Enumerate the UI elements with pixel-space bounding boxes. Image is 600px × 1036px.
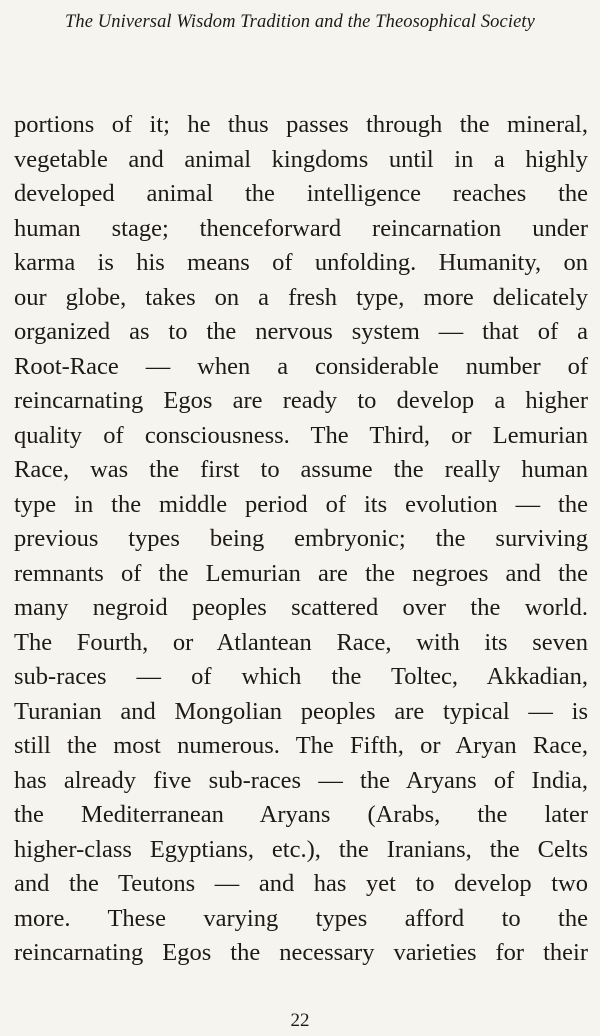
text-line: more. These varying types afford to the [14,904,588,932]
text-line: previous types being embryonic; the surviving [14,525,588,552]
text-line: human stage; thenceforward reincarnation under [14,214,588,242]
text-line: reincarnating Egos are ready to develop a higher [14,387,588,414]
body-text [14,108,588,971]
text-line: portions of it; he thus passes through the mineral, [14,111,588,138]
text-line: Race, was the first to assume the really human [14,456,588,483]
text-line: and the Teutons — and has yet to develop two [14,870,588,897]
text-line: still the most numerous. The Fifth, or Aryan Race, [14,732,588,759]
text-line: sub-races — of which the Toltec, Akkadian, [14,663,588,690]
text-line: the Mediterranean Aryans (Arabs, the later [14,801,588,828]
text-line: quality of consciousness. The Third, or Lemurian [14,421,588,449]
text-line: The Fourth, or Atlantean Race, with its seven [14,628,588,656]
text-line: has already five sub-races — the Aryans of India, [14,766,588,794]
text-line: karma is his means of unfolding. Humanity, on [14,249,588,276]
text-line: type in the middle period of its evolution — the [14,490,588,518]
text-line: Turanian and Mongolian peoples are typical — is [14,697,588,725]
text-line: our globe, takes on a fresh type, more delicately [14,283,588,311]
text-line: organized as to the nervous system — that of a [14,318,588,345]
text-line: reincarnating Egos the necessary varieties for their [14,939,588,966]
text-line: vegetable and animal kingdoms until in a highly [14,145,588,173]
page-number: 22 [290,1010,310,1031]
text-line: higher-class Egyptians, etc.), the Iranians, the Celts [14,835,588,863]
text-line: many negroid peoples scattered over the world. [14,594,588,621]
text-line: developed animal the intelligence reaches the [14,180,588,207]
text-line: Root-Race — when a considerable number of [14,352,588,380]
running-head: The Universal Wisdom Tradition and the Theosophical Society [65,12,535,32]
text-line: remnants of the Lemurian are the negroes and the [14,559,588,587]
